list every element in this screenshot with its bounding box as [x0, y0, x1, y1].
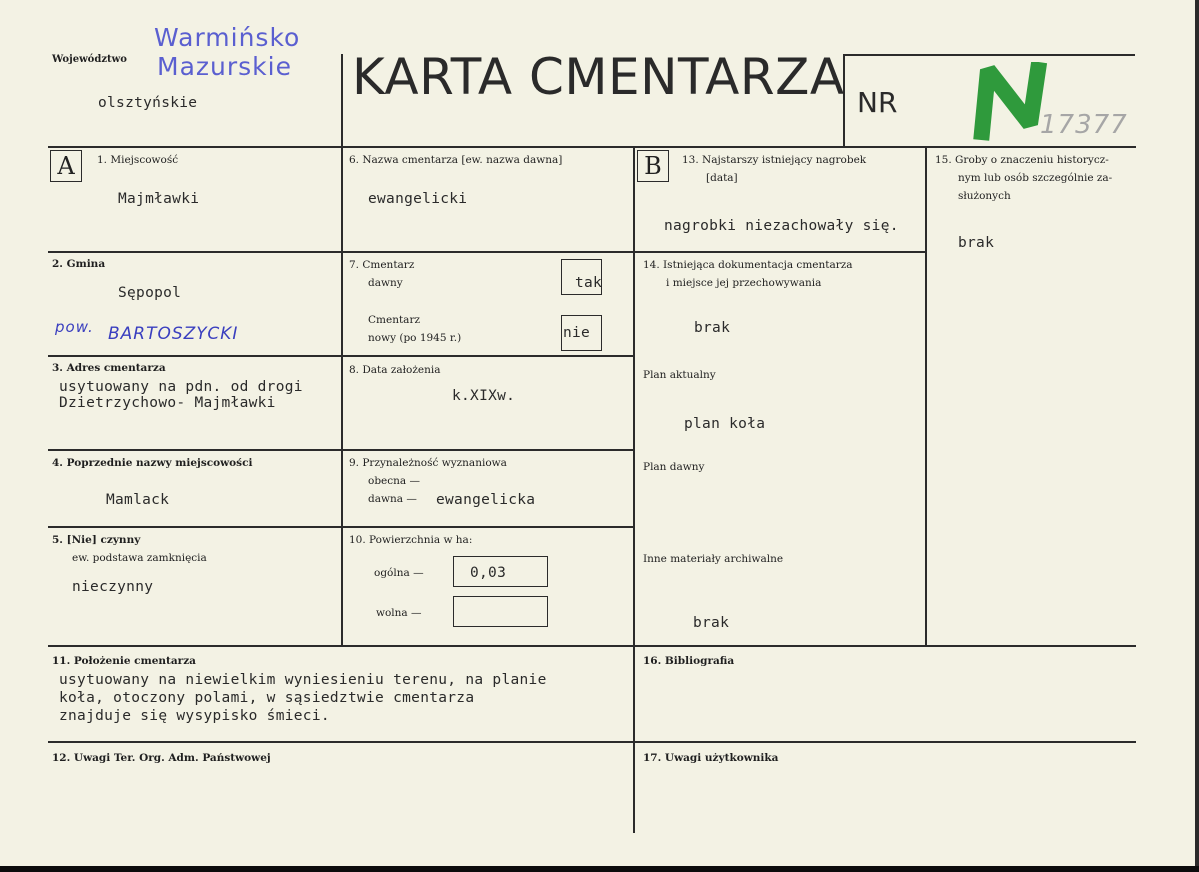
field-11-line-2: koła, otoczony polami, w sąsiedztwie cmentarza — [59, 690, 475, 706]
field-15-label: 15. Groby o znaczeniu historycz- — [935, 154, 1109, 166]
field-11-line-3: znajduje się wysypisko śmieci. — [59, 708, 330, 724]
field-10-wolna-label: wolna — — [376, 607, 422, 619]
field-10-ogolna-value: 0,03 — [470, 565, 507, 581]
divider — [48, 449, 633, 451]
divider — [48, 146, 1136, 148]
field-13-sublabel: [data] — [706, 172, 738, 184]
field-14-label: 14. Istniejąca dokumentacja cmentarza — [643, 259, 853, 271]
divider — [843, 54, 1135, 56]
field-14-sublabel: i miejsce jej przechowywania — [666, 277, 822, 289]
field-2-label: 2. Gmina — [52, 258, 106, 270]
divider — [48, 645, 1136, 647]
field-8-value: k.XIXw. — [452, 388, 516, 404]
section-b-box: B — [637, 150, 669, 182]
field-7-nowy-value: nie — [563, 325, 591, 341]
field-4-value: Mamlack — [106, 492, 170, 508]
field-9-obecna-label: obecna — — [368, 475, 420, 487]
field-13-value: nagrobki niezachowały się. — [664, 218, 899, 234]
field-9-dawna-value: ewangelicka — [436, 492, 536, 508]
powiat-label: pow. — [55, 318, 94, 336]
stamp-line-2: Mazurskie — [157, 52, 292, 81]
field-6-value: ewangelicki — [368, 191, 468, 207]
inne-materialy-value: brak — [693, 615, 730, 631]
field-10-label: 10. Powierzchnia w ha: — [349, 534, 473, 546]
field-6-label: 6. Nazwa cmentarza [ew. nazwa dawna] — [349, 154, 563, 166]
field-7-label: 7. Cmentarz — [349, 259, 415, 271]
field-16-label: 16. Bibliografia — [643, 655, 735, 667]
field-4-label: 4. Poprzednie nazwy miejscowości — [52, 457, 253, 469]
field-15-label-2: nym lub osób szczególnie za- — [958, 172, 1113, 184]
nr-label: NR — [857, 86, 898, 119]
card-edge-right — [1195, 0, 1199, 872]
field-17-label: 17. Uwagi użytkownika — [643, 752, 779, 764]
field-14-value: brak — [694, 320, 731, 336]
field-7-dawny-label: dawny — [368, 277, 403, 289]
plan-aktualny-label: Plan aktualny — [643, 369, 716, 381]
field-1-label: 1. Miejscowość — [97, 154, 179, 166]
field-15-value: brak — [958, 235, 995, 251]
card-edge-bottom — [0, 866, 1199, 872]
powiat-value: BARTOSZYCKI — [108, 324, 239, 344]
field-7-nowy-label-2: nowy (po 1945 r.) — [368, 332, 462, 344]
plan-aktualny-value: plan koła — [684, 416, 766, 432]
field-11-line-1: usytuowany na niewielkim wyniesieniu terenu, na planie — [59, 672, 547, 688]
field-15-label-3: służonych — [958, 190, 1011, 202]
divider — [48, 741, 1136, 743]
field-9-label: 9. Przynależność wyznaniowa — [349, 457, 507, 469]
page-title: KARTA CMENTARZA — [352, 48, 845, 106]
field-5-value: nieczynny — [72, 579, 154, 595]
field-2-value: Sępopol — [118, 285, 182, 301]
field-7-nowy-label-1: Cmentarz — [368, 314, 420, 326]
field-3-label: 3. Adres cmentarza — [52, 362, 166, 374]
divider — [48, 355, 633, 357]
field-8-label: 8. Data założenia — [349, 364, 441, 376]
divider — [341, 54, 343, 646]
divider — [635, 251, 925, 253]
field-5-sublabel: ew. podstawa zamknięcia — [72, 552, 207, 564]
wojewodztwo-label: Województwo — [52, 54, 127, 65]
divider — [925, 148, 927, 645]
field-10-wolna-box — [453, 596, 548, 627]
field-10-ogolna-label: ogólna — — [374, 567, 424, 579]
section-a-box: A — [50, 150, 82, 182]
field-1-value: Majmławki — [118, 191, 200, 207]
field-9-dawna-label: dawna — — [368, 493, 417, 505]
field-11-label: 11. Położenie cmentarza — [52, 655, 196, 667]
plan-dawny-label: Plan dawny — [643, 461, 705, 473]
wojewodztwo-value: olsztyńskie — [98, 95, 198, 111]
field-12-label: 12. Uwagi Ter. Org. Adm. Państwowej — [52, 752, 271, 764]
field-3-line-1: usytuowany na pdn. od drogi — [59, 379, 303, 395]
divider — [48, 251, 633, 253]
inne-materialy-label: Inne materiały archiwalne — [643, 553, 784, 565]
field-7-dawny-value: tak — [575, 275, 603, 291]
field-13-label: 13. Najstarszy istniejący nagrobek — [682, 154, 867, 166]
field-3-line-2: Dzietrzychowo- Majmławki — [59, 395, 276, 411]
divider — [48, 526, 633, 528]
field-5-label: 5. [Nie] czynny — [52, 534, 141, 546]
nr-pencil-number: 17377 — [1040, 110, 1128, 140]
stamp-line-1: Warmińsko — [154, 23, 301, 52]
